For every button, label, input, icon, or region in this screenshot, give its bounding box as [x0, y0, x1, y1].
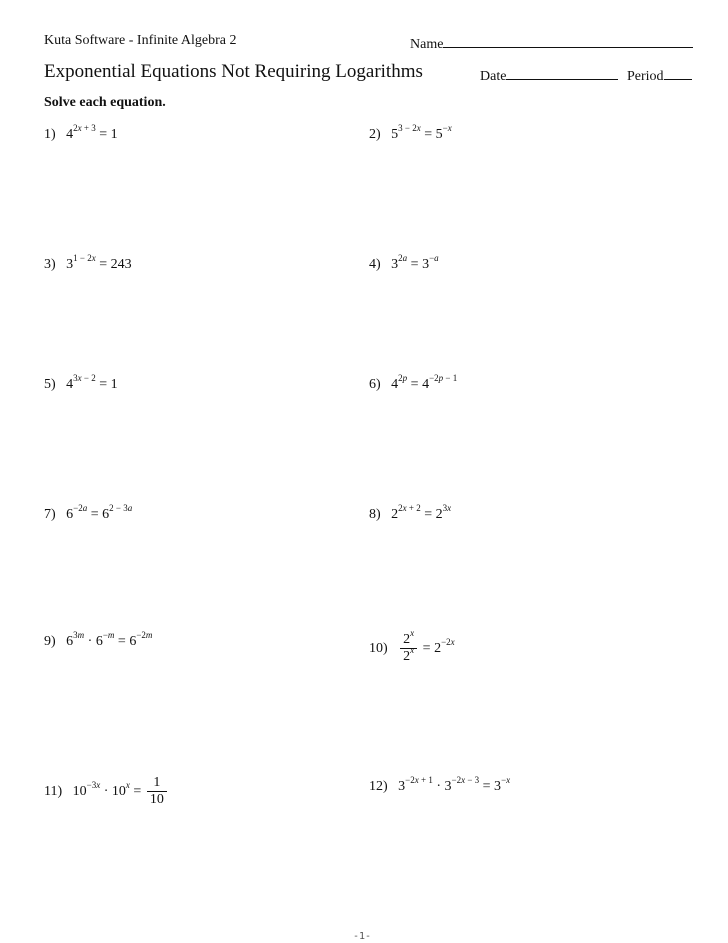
problem-number: 5) [44, 377, 56, 392]
equation: $2^{2x + 2} = 2^{3x}$ [391, 503, 452, 522]
problem-number: 11) [44, 783, 63, 799]
problem-number: 4) [369, 257, 381, 272]
name-label: Name [410, 37, 444, 52]
problem-number: 10) [369, 640, 388, 656]
brand-text: Kuta Software - Infinite Algebra 2 [44, 33, 237, 48]
instructions: Solve each equation. [44, 95, 166, 110]
date-line[interactable] [506, 65, 618, 80]
fraction: $\frac{2^x}{2^x}$ [400, 632, 417, 665]
equation: $4^{2p} = 4^{-2p - 1}$ [391, 373, 458, 392]
equation: $5^{3 - 2x} = 5^{-x}$ [391, 123, 452, 142]
page-number: -1- [353, 931, 372, 942]
equation: $6^{-2a} = 6^{2 - 3a}$ [66, 503, 133, 522]
problem-3 [44, 253, 132, 273]
name-line[interactable] [443, 33, 693, 48]
problem-6 [369, 373, 458, 393]
problem-number: 1) [44, 127, 56, 142]
period-field[interactable] [627, 65, 692, 85]
problem-1 [44, 123, 118, 143]
equation: $3^{-2x + 1} \cdot 3^{-2x - 3} = 3^{-x}$ [398, 775, 511, 794]
problem-9 [44, 630, 153, 650]
problem-11 [44, 775, 169, 808]
problem-4 [369, 253, 439, 273]
problem-number: 8) [369, 507, 381, 522]
problem-number: 7) [44, 507, 56, 522]
date-field[interactable] [480, 65, 618, 85]
problem-number: 12) [369, 779, 388, 794]
problem-5 [44, 373, 118, 393]
problem-7 [44, 503, 133, 523]
problem-number: 9) [44, 634, 56, 649]
problem-number: 2) [369, 127, 381, 142]
name-field[interactable] [410, 33, 693, 53]
equation: $3^{1 - 2x} = 243$ [66, 253, 132, 272]
problem-8 [369, 503, 452, 523]
date-label: Date [480, 69, 507, 84]
problem-number: 6) [369, 377, 381, 392]
equation: $6^{3m} \cdot 6^{-m} = 6^{-2m}$ [66, 630, 153, 649]
equation: $\frac{2^x}{2^x}$ = $2^{-2x}$ [398, 641, 454, 656]
problem-10 [369, 628, 455, 665]
equation: $10^{-3x} \cdot 10^x$ = $\frac{1}{10}$ [73, 784, 169, 799]
problem-12 [369, 775, 511, 795]
period-label: Period [627, 69, 664, 84]
equation: $3^{2a} = 3^{-a}$ [391, 253, 439, 272]
fraction: $\frac{1}{10}$ [147, 775, 167, 808]
problem-2 [369, 123, 452, 143]
equation: $4^{3x - 2} = 1$ [66, 373, 118, 392]
problem-number: 3) [44, 257, 56, 272]
page-title: Exponential Equations Not Requiring Logarithms [44, 61, 423, 82]
period-line[interactable] [664, 65, 692, 80]
equation: $4^{2x + 3} = 1$ [66, 123, 118, 142]
